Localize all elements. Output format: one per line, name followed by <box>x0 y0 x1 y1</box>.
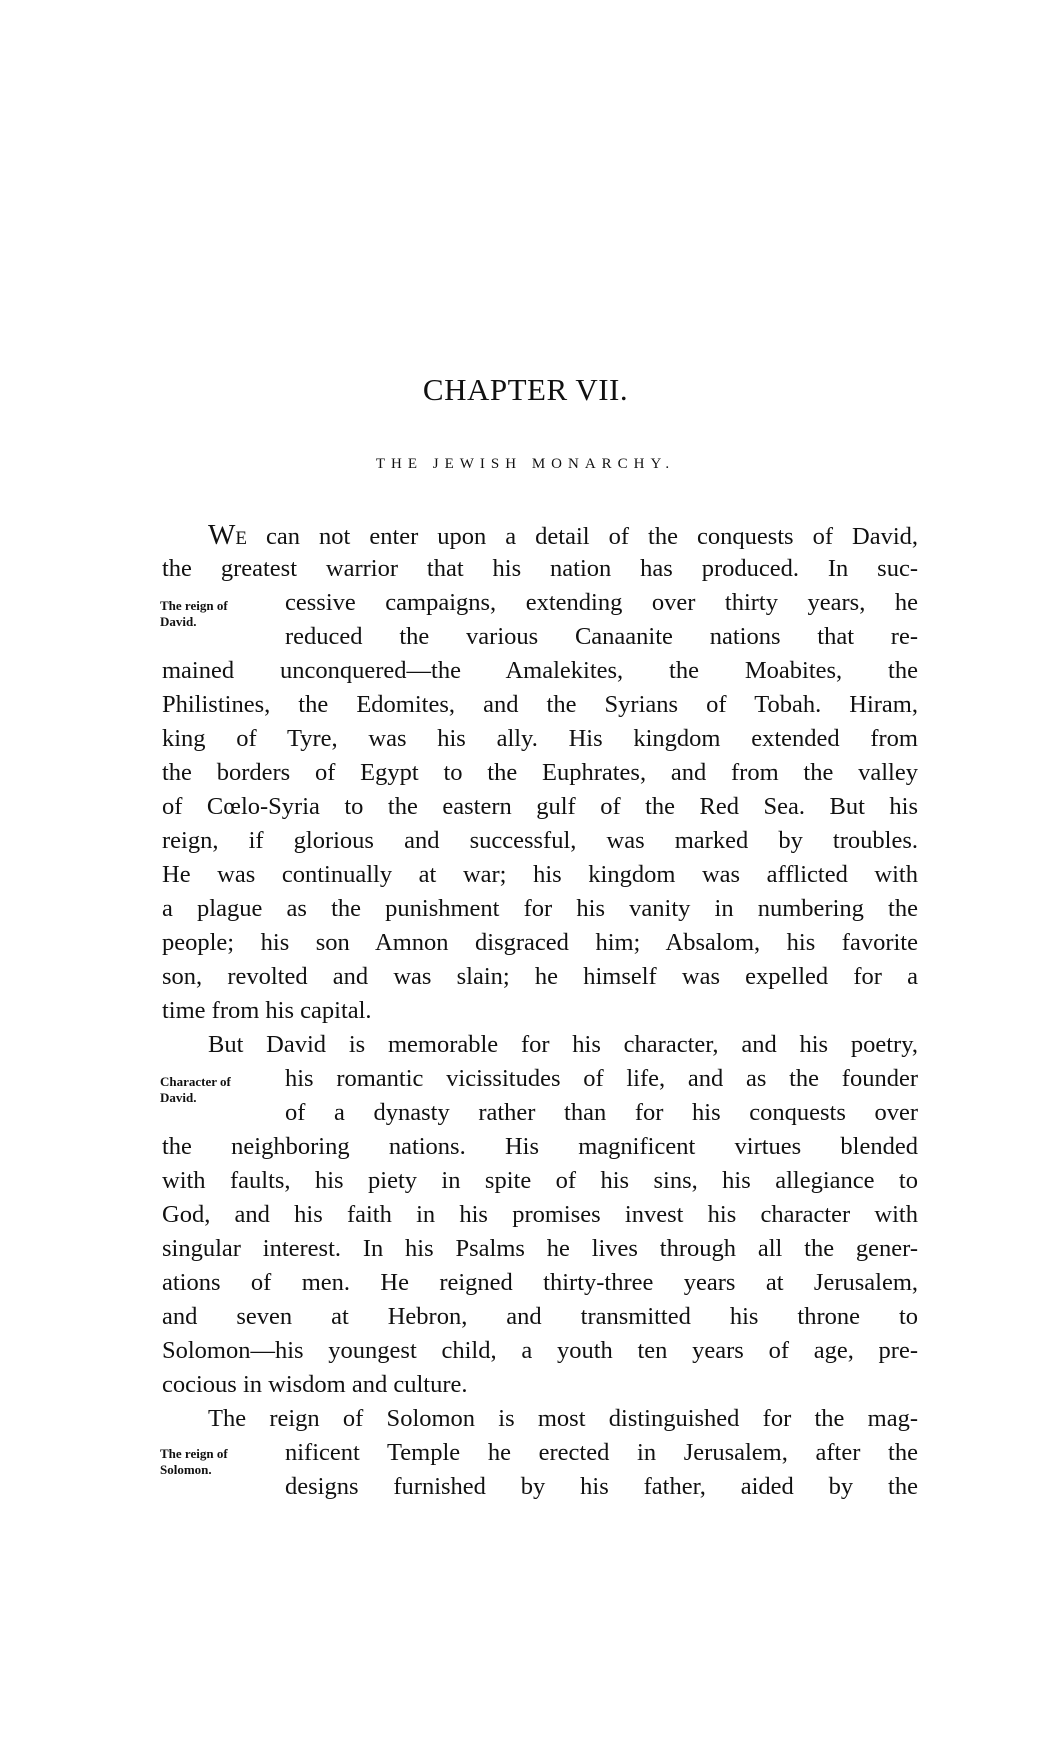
text-line: time from his capital. <box>162 997 372 1024</box>
text-line: mained unconquered—the Amalekites, the Moabites, the <box>162 657 918 684</box>
margin-note-reign-of-david <box>160 598 280 630</box>
text-line: reduced the various Canaanite nations that re- <box>285 623 918 650</box>
margin-note-line: The reign of <box>160 598 228 613</box>
text-line: people; his son Amnon disgraced him; Absalom, his favorite <box>162 929 918 956</box>
text-line: king of Tyre, was his ally. His kingdom extended from <box>162 725 918 752</box>
margin-note-line: David. <box>160 1090 197 1105</box>
text-line: nificent Temple he erected in Jerusalem, after the <box>285 1439 918 1466</box>
margin-note-character-of-david <box>160 1074 280 1106</box>
margin-note-line: Solomon. <box>160 1462 212 1477</box>
text-line: God, and his faith in his promises invest his character with <box>162 1201 918 1228</box>
text-line: a plague as the punishment for his vanity in numbering the <box>162 895 918 922</box>
chapter-subtitle: THE JEWISH MONARCHY. <box>375 456 676 472</box>
text-line: But David is memorable for his character, and his poetry, <box>208 1031 918 1058</box>
text-line: cocious in wisdom and culture. <box>162 1371 468 1398</box>
text-line: with faults, his piety in spite of his sins, his allegiance to <box>162 1167 918 1194</box>
text-line: cessive campaigns, extending over thirty years, he <box>285 589 918 616</box>
text-line: his romantic vicissitudes of life, and as the founder <box>285 1065 918 1092</box>
text-line <box>208 518 918 556</box>
text-line: reign, if glorious and successful, was marked by troubles. <box>162 827 918 854</box>
text-line: the borders of Egypt to the Euphrates, and from the valley <box>162 759 918 786</box>
text-line: The reign of Solomon is most distinguished for the mag- <box>208 1405 918 1432</box>
text-line: Solomon—his youngest child, a youth ten years of age, pre- <box>162 1337 918 1364</box>
text-line: of Cœlo-Syria to the eastern gulf of the Red Sea. But his <box>162 793 918 820</box>
text-line: of a dynasty rather than for his conquests over <box>285 1099 918 1126</box>
chapter-title: CHAPTER VII. <box>422 372 629 407</box>
margin-note-line: The reign of <box>160 1446 228 1461</box>
text-line: Philistines, the Edomites, and the Syrians of Tobah. Hiram, <box>162 691 918 718</box>
text-line: son, revolted and was slain; he himself was expelled for a <box>162 963 918 990</box>
text-line: He was continually at war; his kingdom was afflicted with <box>162 861 918 888</box>
text-line: the greatest warrior that his nation has produced. In suc- <box>162 555 918 582</box>
small-capital: E <box>235 528 247 549</box>
margin-note-line: Character of <box>160 1074 231 1089</box>
margin-note-reign-of-solomon <box>160 1446 280 1478</box>
text-line: and seven at Hebron, and transmitted his throne to <box>162 1303 918 1330</box>
text-line-content: can not enter upon a detail of the conquests of David, <box>266 523 919 550</box>
text-line: the neighboring nations. His magnificent virtues blended <box>162 1133 918 1160</box>
drop-capital: W <box>208 519 236 551</box>
text-line: designs furnished by his father, aided by the <box>285 1473 918 1500</box>
text-line: ations of men. He reigned thirty-three years at Jerusalem, <box>162 1269 918 1296</box>
margin-note-line: David. <box>160 614 197 629</box>
text-line: singular interest. In his Psalms he lives through all the gener- <box>162 1235 918 1262</box>
